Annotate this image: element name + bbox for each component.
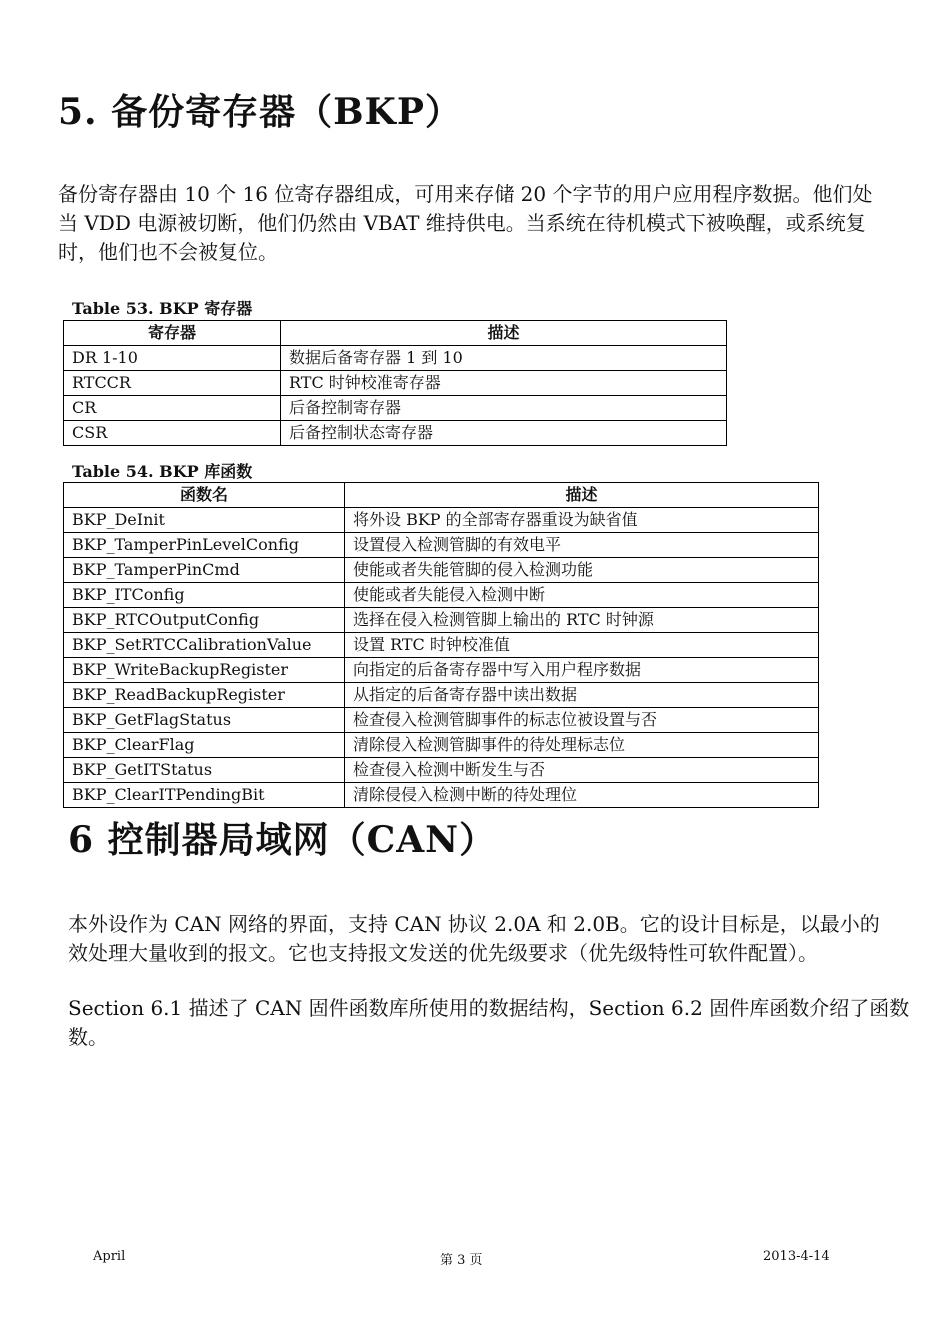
footer-left: April [93, 1249, 126, 1264]
table-row [64, 346, 727, 371]
table-header-row [64, 483, 819, 508]
register-name: CR [64, 396, 281, 421]
function-name: BKP_ClearITPendingBit [64, 783, 345, 808]
table-row [64, 508, 819, 533]
table-row [64, 583, 819, 608]
section-5-paragraph [58, 180, 873, 267]
table-row [64, 608, 819, 633]
table-row [64, 683, 819, 708]
function-name: BKP_TamperPinCmd [64, 558, 345, 583]
register-name: DR 1-10 [64, 346, 281, 371]
section-6-paragraph-2 [68, 994, 909, 1052]
register-name: RTCCR [64, 371, 281, 396]
table-row [64, 533, 819, 558]
table-row [64, 708, 819, 733]
table-row [64, 558, 819, 583]
table-53-caption: Table 53. BKP 寄存器 [72, 299, 253, 318]
function-name: BKP_WriteBackupRegister [64, 658, 345, 683]
column-header: 描述 [281, 321, 727, 346]
table-row [64, 421, 727, 446]
table-row [64, 396, 727, 421]
table-row [64, 733, 819, 758]
table-54-caption: Table 54. BKP 库函数 [72, 462, 253, 481]
function-description: 向指定的后备寄存器中写入用户程序数据 [345, 658, 819, 683]
function-description: 设置 RTC 时钟校准值 [345, 633, 819, 658]
section-6-paragraph-1 [68, 910, 880, 968]
function-description: 从指定的后备寄存器中读出数据 [345, 683, 819, 708]
section-6-heading: 6 控制器局域网（CAN） [68, 819, 497, 861]
function-name: BKP_ITConfig [64, 583, 345, 608]
function-description: 检查侵入检测中断发生与否 [345, 758, 819, 783]
function-name: BKP_SetRTCCalibrationValue [64, 633, 345, 658]
table-row [64, 658, 819, 683]
function-name: BKP_TamperPinLevelConfig [64, 533, 345, 558]
function-description: 清除侵入检测管脚事件的待处理标志位 [345, 733, 819, 758]
function-description: 使能或者失能管脚的侵入检测功能 [345, 558, 819, 583]
function-description: 清除侵侵入检测中断的待处理位 [345, 783, 819, 808]
table-row [64, 758, 819, 783]
column-header: 寄存器 [64, 321, 281, 346]
column-header: 描述 [345, 483, 819, 508]
function-name: BKP_ClearFlag [64, 733, 345, 758]
register-description: RTC 时钟校准寄存器 [281, 371, 727, 396]
function-name: BKP_RTCOutputConfig [64, 608, 345, 633]
table-row [64, 371, 727, 396]
page-number: 第 3 页 [440, 1253, 483, 1268]
function-name: BKP_GetITStatus [64, 758, 345, 783]
function-description: 使能或者失能侵入检测中断 [345, 583, 819, 608]
table-header-row [64, 321, 727, 346]
footer-date: 2013-4-14 [763, 1249, 830, 1264]
section-5-heading: 5. 备份寄存器（BKP） [58, 91, 462, 133]
function-name: BKP_DeInit [64, 508, 345, 533]
paragraph-line: 备份寄存器由 10 个 16 位寄存器组成，可用来存储 20 个字节的用户应用程序数据。他们处 [58, 182, 873, 206]
table-54 [63, 482, 819, 808]
paragraph-line: 时，他们也不会被复位。 [58, 240, 278, 264]
function-name: BKP_GetFlagStatus [64, 708, 345, 733]
paragraph-line: 本外设作为 CAN 网络的界面，支持 CAN 协议 2.0A 和 2.0B。它的设计目标是，以最小的 [68, 912, 880, 936]
function-name: BKP_ReadBackupRegister [64, 683, 345, 708]
table-row [64, 633, 819, 658]
table-53 [63, 320, 727, 446]
paragraph-line: 数。 [68, 1025, 108, 1049]
register-description: 后备控制寄存器 [281, 396, 727, 421]
function-description: 检查侵入检测管脚事件的标志位被设置与否 [345, 708, 819, 733]
register-description: 后备控制状态寄存器 [281, 421, 727, 446]
function-description: 选择在侵入检测管脚上输出的 RTC 时钟源 [345, 608, 819, 633]
register-description: 数据后备寄存器 1 到 10 [281, 346, 727, 371]
function-description: 将外设 BKP 的全部寄存器重设为缺省值 [345, 508, 819, 533]
paragraph-line: 当 VDD 电源被切断，他们仍然由 VBAT 维持供电。当系统在待机模式下被唤醒，或系统复 [58, 211, 866, 235]
paragraph-line: Section 6.1 描述了 CAN 固件函数库所使用的数据结构，Section 6.2 固件库函数介绍了函数 [68, 996, 910, 1020]
column-header: 函数名 [64, 483, 345, 508]
function-description: 设置侵入检测管脚的有效电平 [345, 533, 819, 558]
register-name: CSR [64, 421, 281, 446]
table-row [64, 783, 819, 808]
paragraph-line: 效处理大量收到的报文。它也支持报文发送的优先级要求（优先级特性可软件配置）。 [68, 941, 818, 965]
